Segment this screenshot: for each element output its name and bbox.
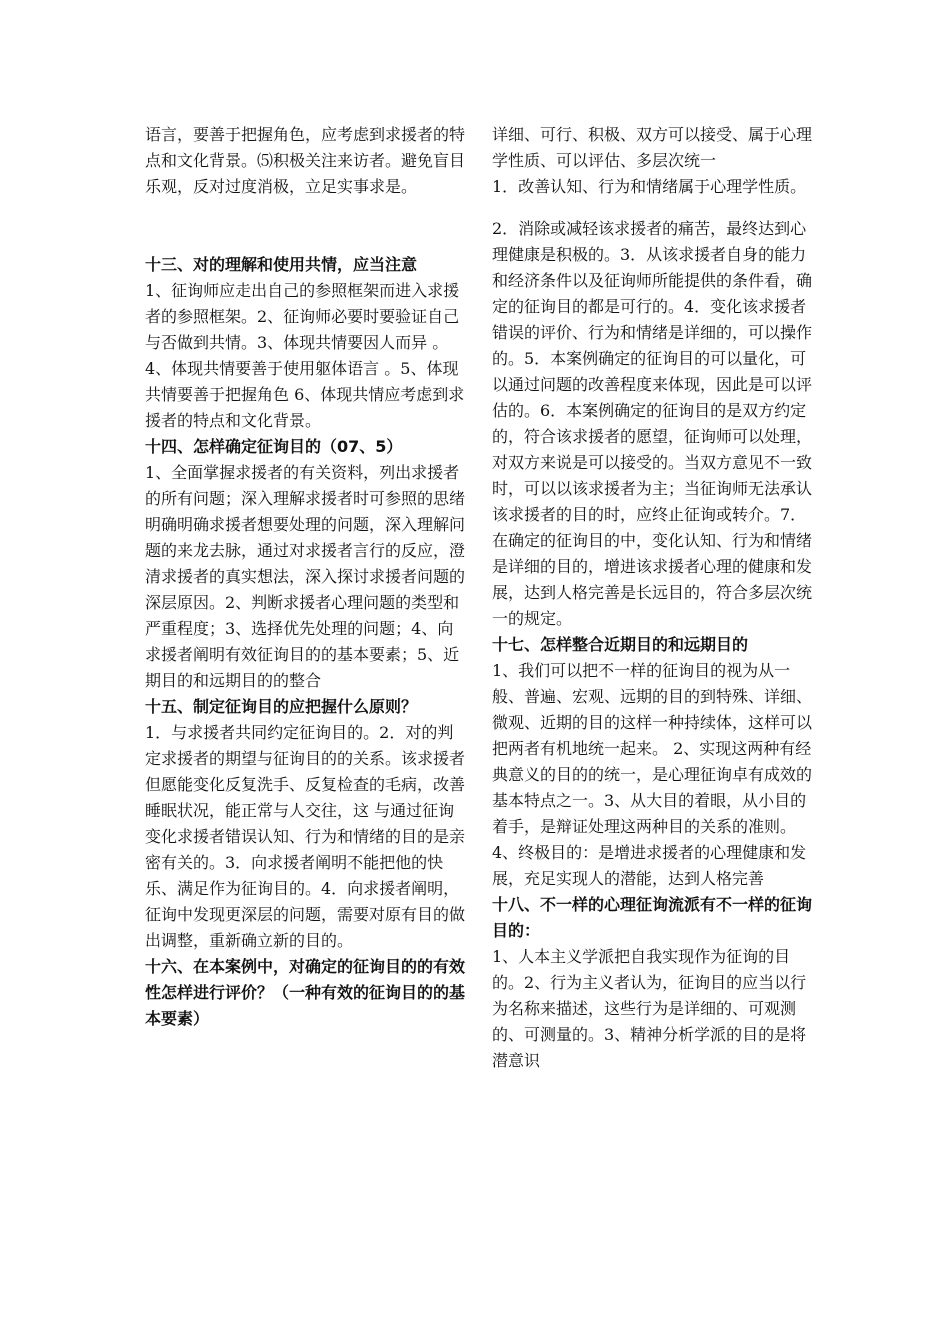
paragraph: 1．与求援者共同约定征询目的。2．对的判定求援者的期望与征询目的的关系。该求援者但愿能变化反复洗手、反复检查的毛病，改善睡眠状况，能正常与人交往，这 与通过征询变化求援者错误认知、行为和情绪的目的是亲密有关的。3．向求援者阐明不能把他的快乐、满足作为征询目的。4．向求援者阐明，征询中发现更深层的问题，需要对原有目的做出调整，重新确立新的目的。 xyxy=(145,723,466,950)
left-column xyxy=(145,122,467,1032)
paragraph: 1．改善认知、行为和情绪属于心理学性质。 xyxy=(492,177,807,196)
paragraph: 语言，要善于把握角色，应考虑到求援者的特点和文化背景。⑸积极关注来访者。避免盲目乐观，反对过度消极，立足实事求是。 xyxy=(145,125,466,196)
paragraph: 1、全面掌握求援者的有关资料，列出求援者的所有问题；深入理解求援者时可参照的思绪明确明确求援者想要处理的问题，深入理解问题的来龙去脉，通过对求援者言行的反应，澄清求援者的真实想法，深入探讨求援者问题的深层原因。2、判断求援者心理问题的类型和严重程度；3、选择优先处理的问题；4、向求援者阐明有效征询目的的基本要素；5、近期目的和远期目的的整合 xyxy=(145,463,466,690)
section-heading: 十八、不一样的心理征询流派有不一样的征询目的： xyxy=(492,895,813,940)
section-heading: 十五、制定征询目的应把握什么原则？ xyxy=(145,697,418,716)
section-heading: 十四、怎样确定征询目的（07、5） xyxy=(145,437,403,456)
right-column xyxy=(492,122,814,1074)
paragraph: 1、征询师应走出自己的参照框架而进入求援者的参照框架。2、征询师必要时要验证自己与否做到共情。3、体现共情要因人而异 。4、体现共情要善于使用躯体语言 。5、体现共情要善于把握角色 6、体现共情应考虑到求援者的特点和文化背景。 xyxy=(145,281,465,430)
paragraph: 2．消除或减轻该求援者的痛苦，最终达到心理健康是积极的。3．从该求援者自身的能力和经济条件以及征询师所能提供的条件看，确定的征询目的都是可行的。4．变化该求援者错误的评价、行为和情绪是详细的，可以操作的。5．本案例确定的征询目的可以量化，可以通过问题的改善程度来体现，因此是可以评估的。6．本案例确定的征询目的是双方约定的，符合该求援者的愿望，征询师可以处理，对双方来说是可以接受的。当双方意见不一致时，可以以该求援者为主；当征询师无法承认该求援者的目的时，应终止征询或转介。7．在确定的征询目的中，变化认知、行为和情绪是详细的目的，增进该求援者心理的健康和发展，达到人格完善是长远目的，符合多层次统一的规定。 xyxy=(492,219,813,628)
section-heading: 十六、在本案例中，对确定的征询目的的有效性怎样进行评价？（一种有效的征询目的的基本要素） xyxy=(145,957,466,1028)
spacer xyxy=(492,200,814,216)
paragraph: 详细、可行、积极、双方可以接受、属于心理学性质、可以评估、多层次统一 xyxy=(492,125,813,170)
paragraph: 1、我们可以把不一样的征询目的视为从一般、普遍、宏观、远期的目的到特殊、详细、微观、近期的目的这样一种持续体，这样可以把两者有机地统一起来。 2、实现这两种有经典意义的目的的统一，是心理征询卓有成效的基本特点之一。3、从大目的着眼，从小目的着手，是辩证处理这两种目的关系的准则。 4、终极目的：是增进求援者的心理健康和发展，充足实现人的潜能，达到人格完善 xyxy=(492,661,813,888)
section-heading: 十三、对的理解和使用共情，应当注意 xyxy=(145,255,418,274)
section-heading: 十七、怎样整合近期目的和远期目的 xyxy=(492,635,749,654)
spacer xyxy=(145,200,467,252)
paragraph: 1、人本主义学派把自我实现作为征询的目的。2、行为主义者认为，征询目的应当以行为名称来描述，这些行为是详细的、可观测的、可测量的。3、精神分析学派的目的是将潜意识 xyxy=(492,947,807,1070)
